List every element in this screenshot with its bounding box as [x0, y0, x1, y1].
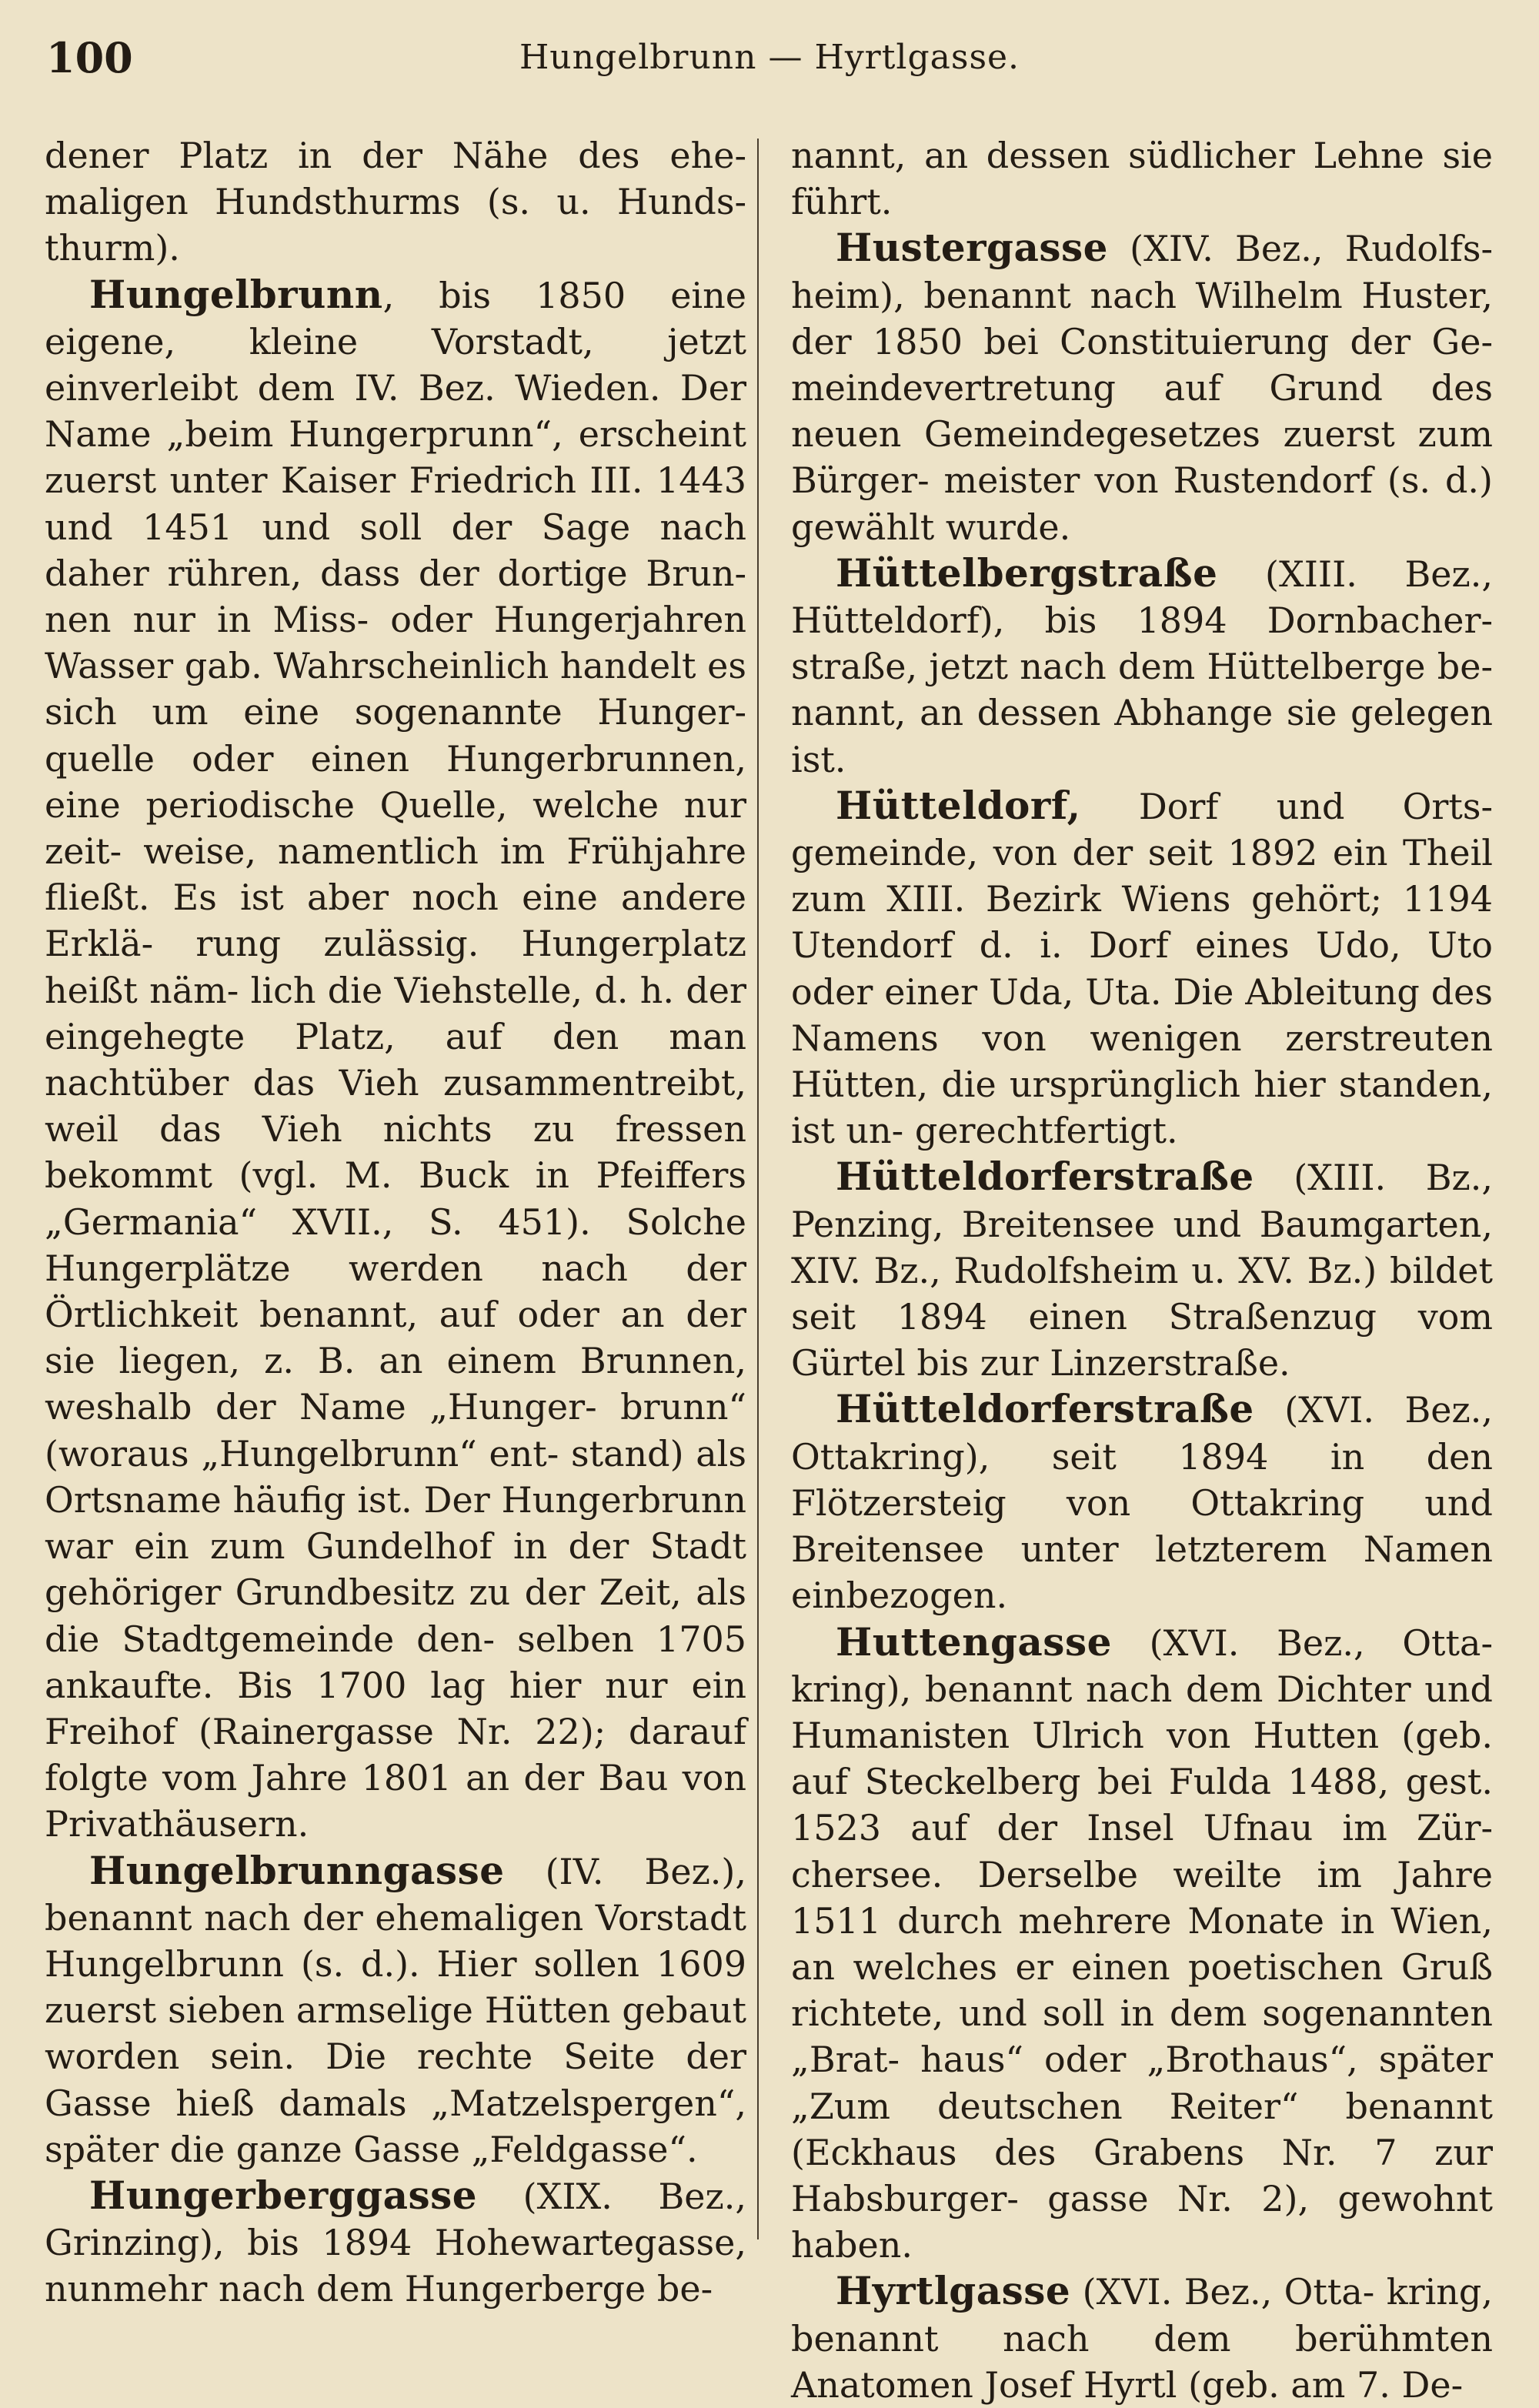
continuation-text: nannt, an dessen südlicher Lehne sie führt. [791, 135, 1493, 223]
entry-huttengasse [791, 1619, 1493, 2269]
entry-hungelbrunn [45, 272, 746, 1848]
entry-hustergasse [791, 225, 1493, 549]
headword: Hüttelbergstraße [836, 549, 1218, 596]
headword: Hütteldorferstraße [836, 1154, 1254, 1200]
entry-text: (XIX. Bez., Grinzing), bis 1894 Hohewartegasse, nunmehr nach dem Hungerberge be- [45, 2175, 746, 2310]
page-number: 100 [46, 33, 133, 82]
entry-huettelbergstrasse [791, 550, 1493, 783]
right-column [791, 132, 1493, 2408]
continuation-text: dener Platz in der Nähe des ehe- maligen Hundsthurms (s. u. Hunds- thurm). [45, 135, 746, 269]
entry-text: , bis 1850 eine eigene, kleine Vorstadt, jetzt einverleibt dem IV. Bez. Wieden. Der Name „beim Hungerprunn“, erscheint zuerst unter Kaiser Friedrich III. 1443 und 1451 und soll der Sage nach daher rühren, dass der dortige Brun- nen nur in Miss- oder Hungerjahren Wasser gab. Wahrscheinlich handelt es sich um eine sogenannte Hunger- quelle oder einen Hungerbrunnen, eine periodische Quelle, welche nur zeit- weise, namentlich im Frühjahre fließt. Es ist aber noch eine andere Erklä- rung zulässig. Hungerplatz heißt näm- lich die Viehstelle, d. h. der eingehegte Platz, auf den man nachtüber das Vieh zusammentreibt, weil das Vieh nichts zu fressen bekommt (vgl. M. Buck in Pfeiffers „Germania“ XVII., S. 451). Solche Hungerplätze werden nach der Örtlichkeit benannt, auf oder an der sie liegen, z. B. an einem Brunnen, weshalb der Name „Hunger- brunn“ (woraus „Hungelbrunn“ ent- stand) als Ortsname häufig ist. Der Hungerbrunn war ein zum Gundelhof in der Stadt gehöriger Grundbesitz zu der Zeit, als die Stadtgemeinde den- selben 1705 ankaufte. Bis 1700 lag hier nur ein Freihof (Rainergasse Nr. 22); darauf folgte vom Jahre 1801 an der Bau von Privathäusern. [45, 274, 746, 1845]
entry-text: (IV. Bez.), benannt nach der ehemaligen Vorstadt Hungelbrunn (s. d.). Hier sollen 1609 zuerst sieben armselige Hütten gebaut worden sein. Die rechte Seite der Gasse hieß damals „Matzelspergen“, später die ganze Gasse „Feldgasse“. [45, 1850, 746, 2170]
entry-text: (XVI. Bez., Otta- kring, benannt nach dem berühmten Anatomen Josef Hyrtl (geb. am 7. De- [791, 2271, 1493, 2406]
running-head: Hungelbrunn — Hyrtlgasse. [519, 38, 1020, 77]
column-divider [757, 139, 759, 2239]
entry-text: (XIV. Bez., Rudolfs- heim), benannt nach Wilhelm Huster, der 1850 bei Constituierung der Ge- meindevertretung auf Grund des neuen Gemeindegesetzes zuerst zum Bürger- meister von Rustendorf (s. d.) gewählt wurde. [791, 228, 1493, 548]
entry-text: (XIII. Bez., Hütteldorf), bis 1894 Dornbacher- straße, jetzt nach dem Hüttelberge be- nannt, an dessen Abhange sie gelegen ist. [791, 553, 1493, 780]
entry-huetteldorf [791, 783, 1493, 1154]
left-column [45, 132, 746, 2313]
entry-text: (XIII. Bz., Penzing, Breitensee und Baumgarten, XIV. Bz., Rudolfsheim u. XV. Bz.) bildet seit 1894 einen Straßenzug vom Gürtel bis zur Linzerstraße. [791, 1157, 1493, 1384]
headword: Hungerberggasse [89, 2172, 478, 2218]
headword: Hungelbrunngasse [89, 1847, 505, 1893]
headword: Hyrtlgasse [836, 2268, 1071, 2314]
headword: Hütteldorf, [836, 782, 1081, 828]
page-header [46, 31, 1493, 85]
entry-text: Dorf und Orts- gemeinde, von der seit 1892 ein Theil zum XIII. Bezirk Wiens gehört; 1194 Utendorf d. i. Dorf eines Udo, Uto oder einer Uda, Uta. Die Ableitung des Namens von wenigen zerstreuten Hütten, die ursprünglich hier standen, ist un- gerechtfertigt. [791, 785, 1493, 1152]
entry-text: (XVI. Bez., Otta- kring), benannt nach dem Dichter und Humanisten Ulrich von Hutten (geb. auf Steckelberg bei Fulda 1488, gest. 1523 auf der Insel Ufnau im Zür- chersee. Derselbe weilte im Jahre 1511 durch mehrere Monate in Wien, an welches er einen poetischen Gruß richtete, und soll in dem sogenannten „Brat- haus“ oder „Brothaus“, später „Zum deutschen Reiter“ benannt (Eckhaus des Grabens Nr. 7 zur Habsburger- gasse Nr. 2), gewohnt haben. [791, 1621, 1493, 2266]
headword: Hungelbrunn [89, 271, 383, 317]
entry-text: (XVI. Bez., Ottakring), seit 1894 in den Flötzersteig von Ottakring und Breitensee unter letzterem Namen einbezogen. [791, 1389, 1493, 1617]
entry-hyrtlgasse [791, 2268, 1493, 2408]
headword: Hütteldorferstraße [836, 1386, 1254, 1432]
entry-huetteldorferstrasse-2 [791, 1386, 1493, 1618]
entry-hungerberggasse [45, 2173, 746, 2313]
headword: Huttengasse [836, 1618, 1112, 1665]
entry-huetteldorferstrasse-1 [791, 1154, 1493, 1386]
entry-hungelbrunngasse [45, 1848, 746, 2173]
headword: Hustergasse [836, 225, 1108, 271]
